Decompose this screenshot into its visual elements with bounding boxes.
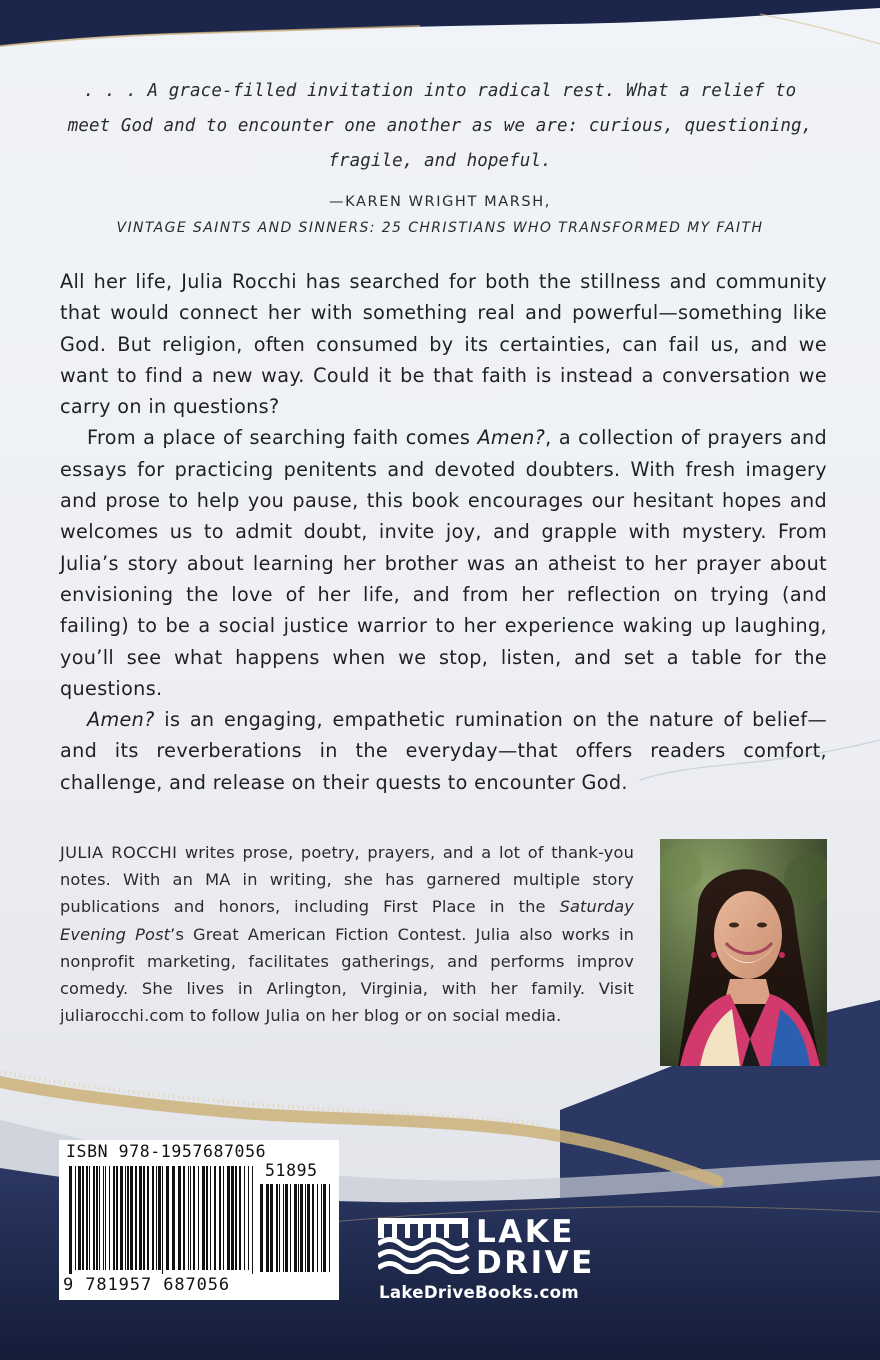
- description-p2-lead: From a place of searching faith comes: [87, 426, 478, 450]
- barcode-bar: [127, 1166, 129, 1270]
- price-code: 51895: [265, 1161, 318, 1180]
- publisher-name-line1: LAKE: [476, 1214, 575, 1250]
- barcode-bar: [323, 1184, 326, 1272]
- barcode-bar: [260, 1184, 263, 1272]
- quote-source-book: VINTAGE SAINTS AND SINNERS: 25 CHRISTIANS WHO TRANSFORMED MY FAITH: [116, 220, 764, 236]
- barcode-bar: [276, 1184, 278, 1272]
- barcode-bar: [135, 1166, 137, 1270]
- barcode-bar: [69, 1166, 72, 1274]
- barcode-bar: [190, 1166, 191, 1270]
- addon-barcode-bars: [260, 1184, 332, 1274]
- main-barcode-bars: [69, 1166, 257, 1274]
- barcode-bar: [227, 1166, 230, 1270]
- barcode-bar: [99, 1166, 100, 1270]
- barcode-bar: [279, 1184, 280, 1272]
- bridge-waves-icon: [378, 1216, 470, 1274]
- barcode-bar: [103, 1166, 104, 1270]
- barcode-bar: [285, 1184, 288, 1272]
- bio-publication: Saturday Evening Post: [60, 897, 634, 944]
- barcode-bar: [210, 1166, 211, 1270]
- barcode-bar: [162, 1166, 163, 1274]
- barcode-bar: [294, 1184, 297, 1272]
- barcode-bar: [188, 1166, 189, 1270]
- description-paragraph-1: All her life, Julia Rocchi has searched for both the stillness and community that would connect her with something real and powerful—something like God. But religion, often consumed by its certainties, can fail us, and we want to find a new way. Could it be that faith is instead a conversation we carry on in questions?: [60, 270, 827, 419]
- barcode-bar: [214, 1166, 216, 1270]
- barcode-bar: [252, 1166, 253, 1274]
- publisher-url: LakeDriveBooks.com: [379, 1283, 579, 1302]
- barcode-bar: [89, 1166, 90, 1270]
- barcode-bar: [193, 1166, 195, 1270]
- barcode-bar: [96, 1166, 98, 1270]
- description-paragraph-2: [60, 422, 827, 704]
- barcode-bar: [78, 1166, 81, 1270]
- author-bio: [60, 839, 634, 1029]
- isbn-barcode: [59, 1140, 339, 1300]
- barcode-bar: [244, 1166, 245, 1270]
- top-right-gold-streak: [760, 14, 880, 44]
- barcode-bar: [82, 1166, 84, 1270]
- barcode-bar: [105, 1166, 106, 1270]
- barcode-bar: [305, 1184, 306, 1272]
- barcode-bar: [139, 1166, 142, 1270]
- barcode-bar: [317, 1184, 318, 1272]
- barcode-bar: [125, 1166, 126, 1270]
- barcode-bar: [290, 1184, 291, 1272]
- barcode-bar: [307, 1184, 310, 1272]
- barcode-bar: [156, 1166, 157, 1270]
- barcode-bar: [116, 1166, 118, 1270]
- barcode-bar: [166, 1166, 169, 1270]
- barcode-bar: [178, 1166, 181, 1270]
- barcode-bar: [86, 1166, 88, 1270]
- book-description: [60, 266, 827, 798]
- author-photo: [660, 839, 827, 1066]
- bio-text-1: writes prose, poetry, prayers, and a lot of thank-you notes. With an MA in writing, she has garnered multiple story publications and honors, including First Place in the: [60, 843, 634, 917]
- barcode-bar: [93, 1166, 95, 1270]
- barcode-bar: [198, 1166, 199, 1270]
- barcode-bar: [248, 1166, 249, 1270]
- quote-attribution: —KAREN WRIGHT MARSH,: [329, 194, 551, 210]
- publisher-logo: [378, 1216, 602, 1306]
- barcode-bar: [172, 1166, 175, 1270]
- endorsement-quote: [60, 74, 820, 241]
- barcode-bar: [239, 1166, 241, 1270]
- barcode-bar: [300, 1184, 303, 1272]
- barcode-bar: [321, 1184, 322, 1272]
- description-p3-body: is an engaging, empathetic rumination on the nature of belief—and its reverberations in the everyday—that offers readers comfort, challenge, and release on their quests to encounter God.: [60, 708, 827, 794]
- bio-text-2: ’s Great American Fiction Contest. Julia also works in nonprofit marketing, facilitates gatherings, and performs improv comedy. She lives in Arlington, Virginia, with her family. Visit juliarocchi.com to follow Julia on her blog or on social media.: [60, 924, 634, 1026]
- book-title-italic: Amen?: [477, 426, 546, 450]
- book-title-italic: Amen?: [87, 708, 155, 732]
- barcode-bar: [298, 1184, 299, 1272]
- barcode-bar: [206, 1166, 208, 1270]
- barcode-bar: [130, 1166, 133, 1270]
- barcode-bar: [158, 1166, 161, 1270]
- barcode-bar: [113, 1166, 115, 1270]
- barcode-bar: [152, 1166, 154, 1270]
- barcode-bar: [266, 1184, 269, 1272]
- top-navy-band: [0, 0, 880, 46]
- ean-number: 9 781957 687056: [63, 1275, 231, 1295]
- barcode-bar: [231, 1166, 234, 1270]
- publisher-name-line2: DRIVE: [476, 1245, 595, 1281]
- description-p2-body: , a collection of prayers and essays for practicing penitents and devoted doubters. With fresh imagery and prose to help you pause, this book encourages our hesitant hopes and welcomes us to admit doubt, invite joy, and grapple with mystery. From Julia’s story about learning her brother was an atheist to her prayer about envisioning the love of her life, and from her reflection on trying (and failing) to be a social justice warrior to her experience waking up laughing, you’ll see what happens when we stop, listen, and set a table for the questions.: [60, 426, 827, 700]
- barcode-bar: [219, 1166, 221, 1270]
- barcode-bar: [183, 1166, 185, 1270]
- barcode-bar: [235, 1166, 237, 1270]
- barcode-bar: [143, 1166, 145, 1270]
- barcode-bar: [109, 1166, 110, 1270]
- barcode-bar: [75, 1166, 76, 1270]
- barcode-bar: [329, 1184, 330, 1272]
- quote-text: . . . A grace-filled invitation into radical rest. What a relief to meet God and to encounter one another as we are: curious, questioning, fragile, and hopeful.: [67, 81, 813, 171]
- isbn-text: ISBN 978-1957687056: [66, 1142, 267, 1161]
- description-paragraph-3: [60, 704, 827, 798]
- barcode-bar: [120, 1166, 123, 1270]
- barcode-bar: [147, 1166, 149, 1270]
- author-name: JULIA ROCCHI: [60, 843, 178, 862]
- barcode-bar: [223, 1166, 224, 1270]
- barcode-bar: [202, 1166, 205, 1270]
- barcode-bar: [283, 1184, 284, 1272]
- barcode-bar: [270, 1184, 273, 1272]
- barcode-bar: [312, 1184, 314, 1272]
